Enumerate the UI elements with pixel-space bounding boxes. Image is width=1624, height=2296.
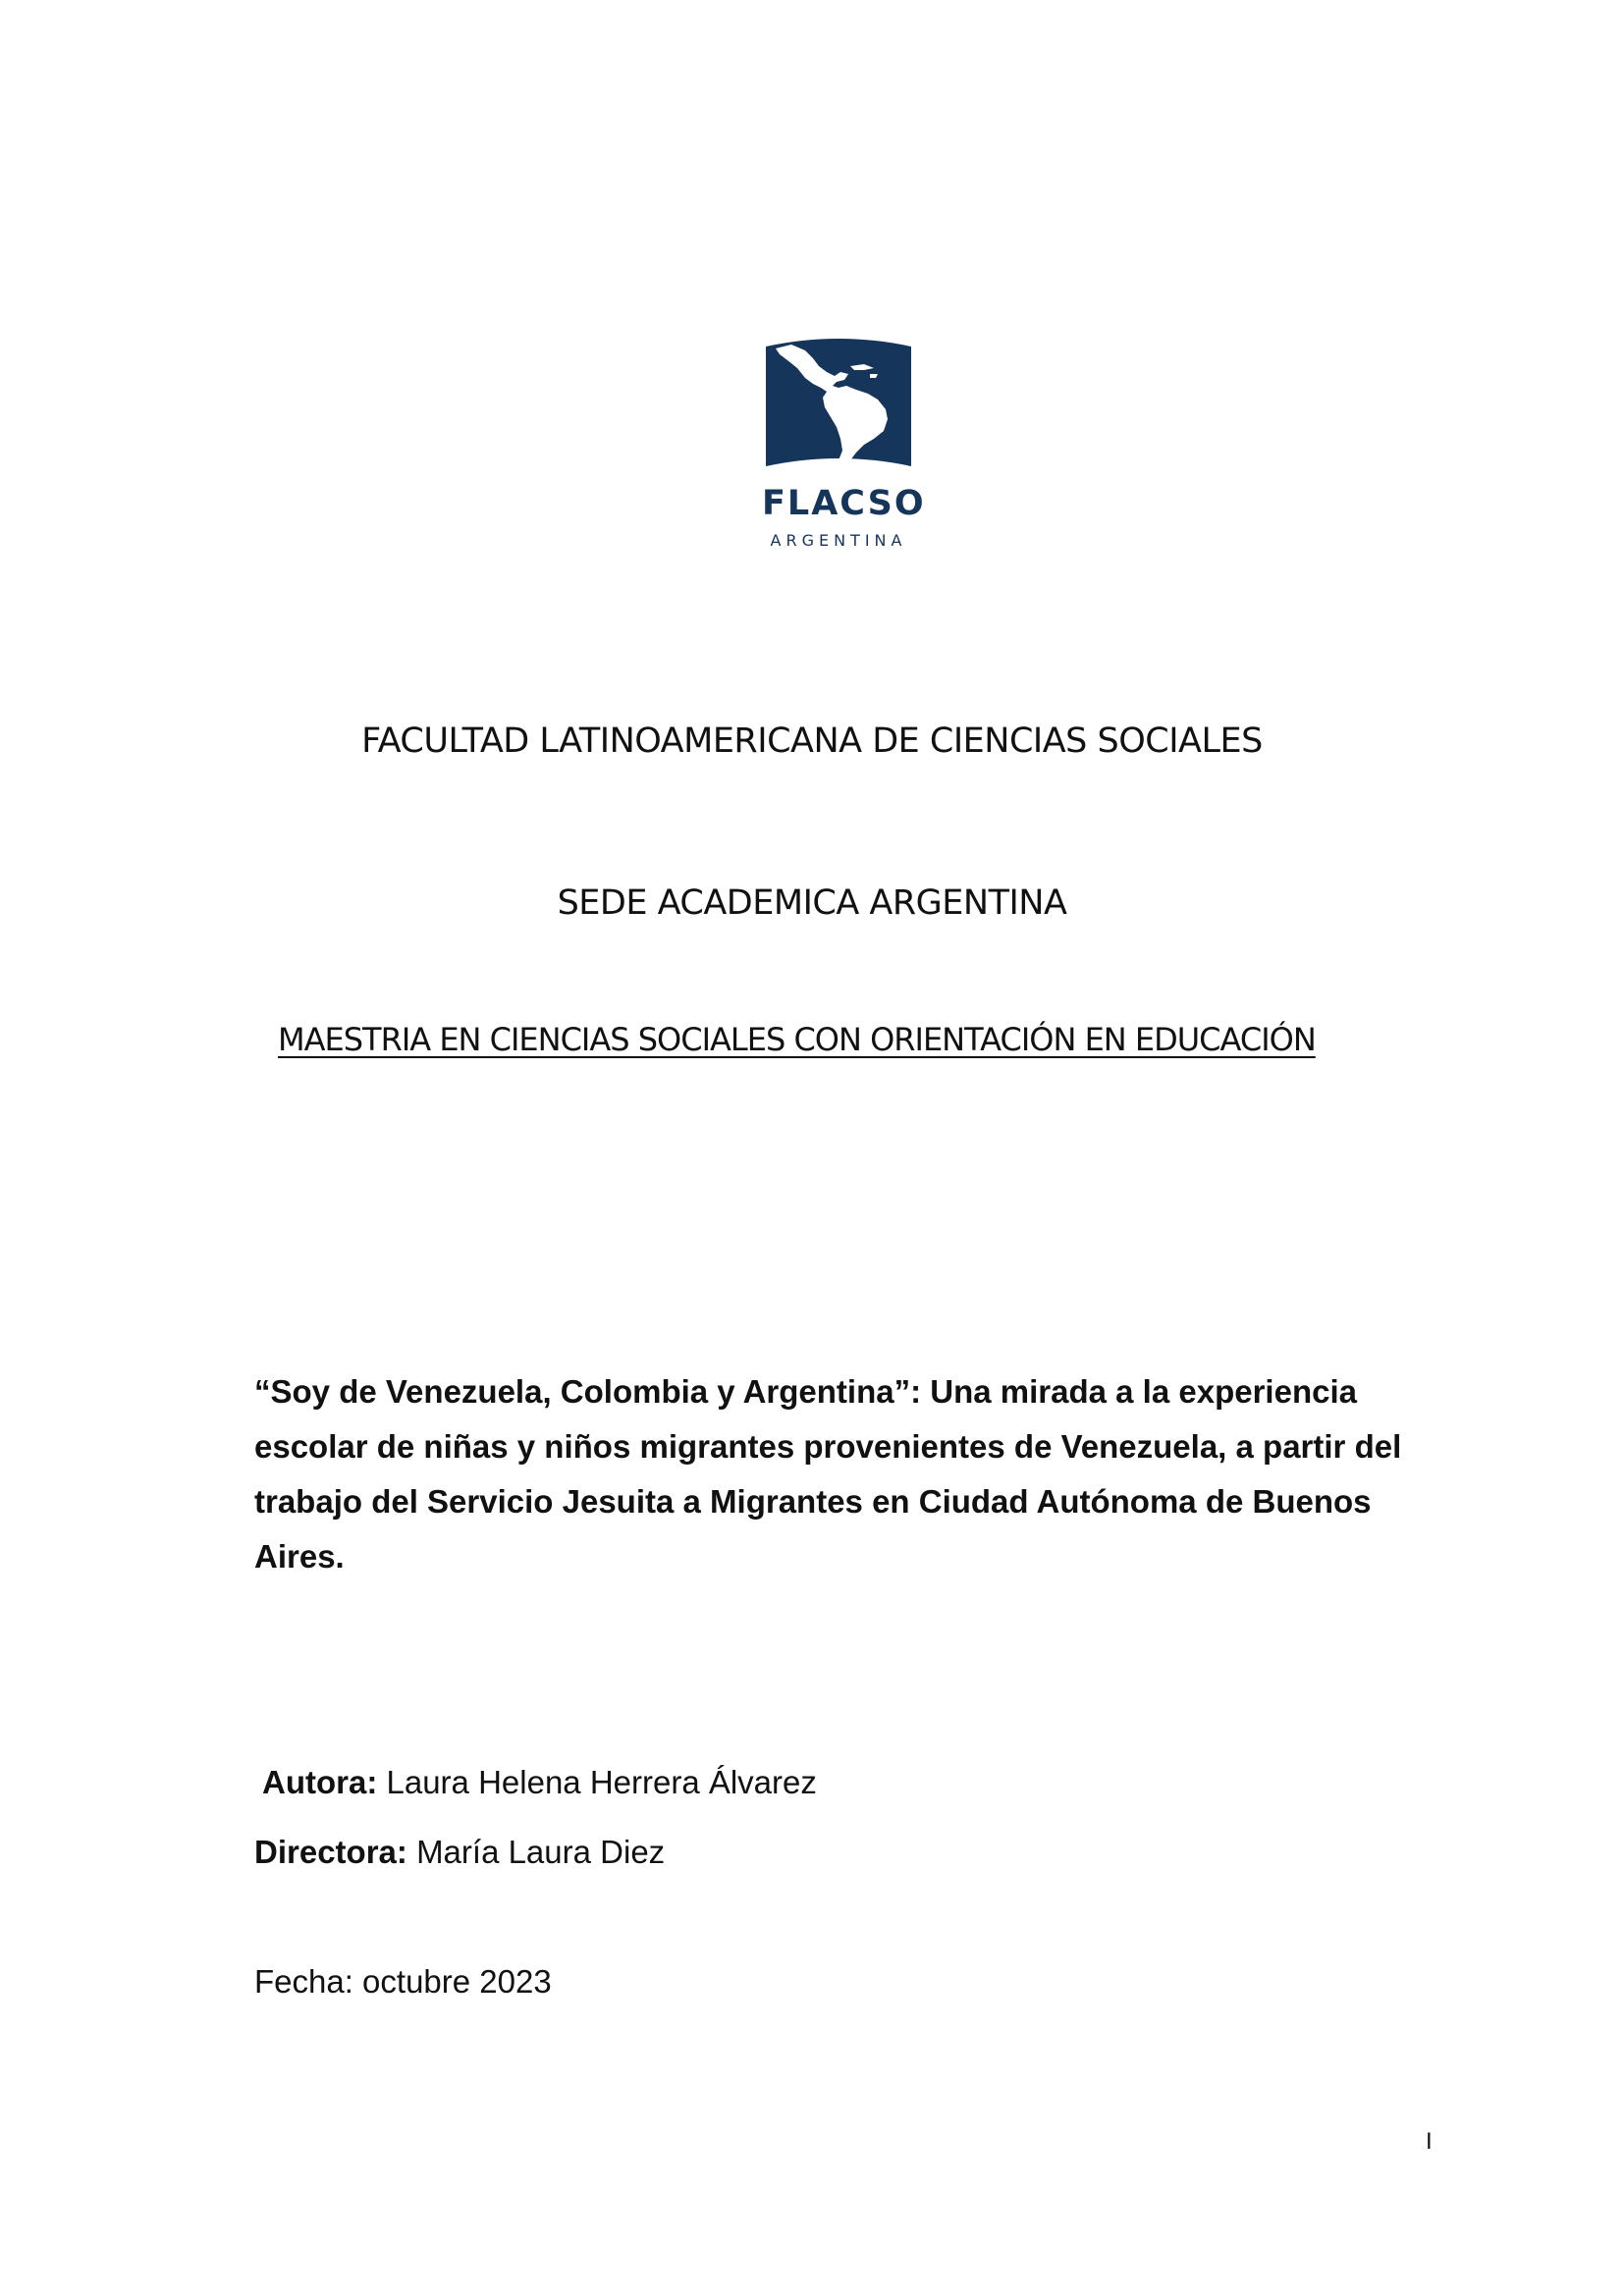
logo-name: FLACSO: [762, 484, 926, 523]
logo-subtitle: ARGENTINA: [770, 531, 907, 550]
author-name: Laura Helena Herrera Álvarez: [386, 1764, 817, 1800]
director-label: Directora:: [254, 1834, 407, 1870]
thesis-title: “Soy de Venezuela, Colombia y Argentina”: Una mirada a la experiencia escolar de niñas y niños migrantes provenientes de Venezuela, a partir del trabajo del Servicio Jesuita a Migrantes en Ciudad Autónoma de Buenos Aires.: [254, 1373, 1402, 1575]
flacso-logo: [762, 337, 926, 562]
author-line: [262, 1764, 817, 1801]
program-heading: MAESTRIA EN CIENCIAS SOCIALES CON ORIENTACIÓN EN EDUCACIÓN: [278, 1021, 1316, 1058]
director-name: María Laura Diez: [416, 1834, 666, 1870]
sede-heading: SEDE ACADEMICA ARGENTINA: [557, 883, 1067, 923]
faculty-heading: FACULTAD LATINOAMERICANA DE CIENCIAS SOCIALES: [361, 721, 1263, 761]
author-label: Autora:: [262, 1764, 378, 1800]
date-line: Fecha: octubre 2023: [254, 1963, 552, 2000]
page-number: I: [1426, 2128, 1433, 2155]
director-line: [254, 1834, 665, 1871]
latin-america-map-icon: [762, 337, 915, 474]
